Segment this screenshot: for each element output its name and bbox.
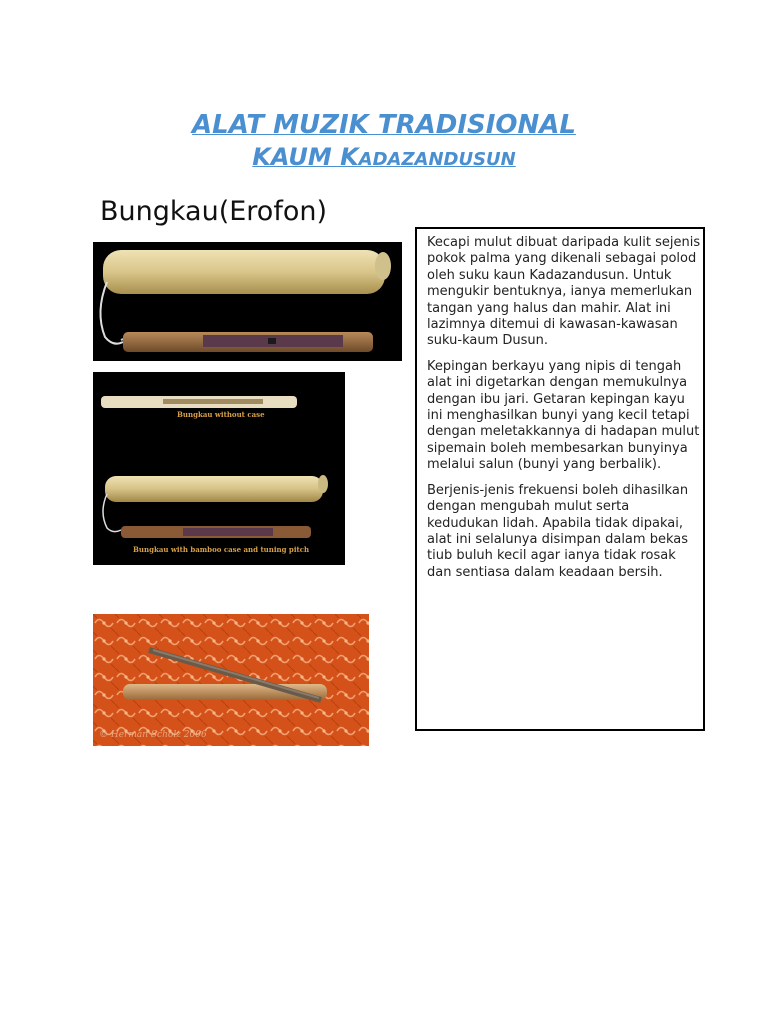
section-heading: Bungkau(Erofon) xyxy=(100,196,327,227)
description-textbox xyxy=(415,227,705,731)
description-paragraph-2: Kepingan berkayu yang nipis di tengah alat ini digetarkan dengan memukulnya dengan ibu jari. Getaran kepingan kayu ini menghasilkan bunyi yang kecil tetapi dengan meletakkannya di hadapan mulut sipemain boleh membesarkan bunyinya melalui salun (bunyi yang berbalik). xyxy=(427,358,700,473)
photo2-caption-bottom: Bungkau with bamboo case and tuning pitch xyxy=(133,545,310,554)
photo2-caption-top: Bungkau without case xyxy=(177,410,265,419)
document-title-line1: ALAT MUZIK TRADISIONAL xyxy=(192,110,576,140)
description-paragraph-1: Kecapi mulut dibuat daripada kulit sejenis pokok palma yang dikenali sebagai polod oleh suku kaun Kadazandusun. Untuk mengukir bentuknya, ianya memerlukan tangan yang halus dan mahir. Alat ini lazimnya ditemui di kawasan-kawasan suku-kaum Dusun. xyxy=(427,235,701,349)
title-line2-smallcaps: ADAZANDUSUN xyxy=(358,149,516,170)
title-line2-main: KAUM K xyxy=(252,143,359,171)
bungkau-photo-3 xyxy=(93,614,369,746)
description-paragraph-3: Berjenis-jenis frekuensi boleh dihasilkan dengan mengubah mulut serta kedudukan lidah. Apabila tidak dipakai, alat ini selalunya disimpan dalam bekas tiub buluh kecil agar ianya tidak rosak dan sentiasa dalam keadaan bersih. xyxy=(427,482,689,580)
bungkau-photo-1 xyxy=(93,242,402,361)
photo3-watermark: © Herman Scholz 2006 xyxy=(99,730,207,740)
bungkau-photo-2 xyxy=(93,372,345,565)
document-title-line2 xyxy=(0,143,768,171)
